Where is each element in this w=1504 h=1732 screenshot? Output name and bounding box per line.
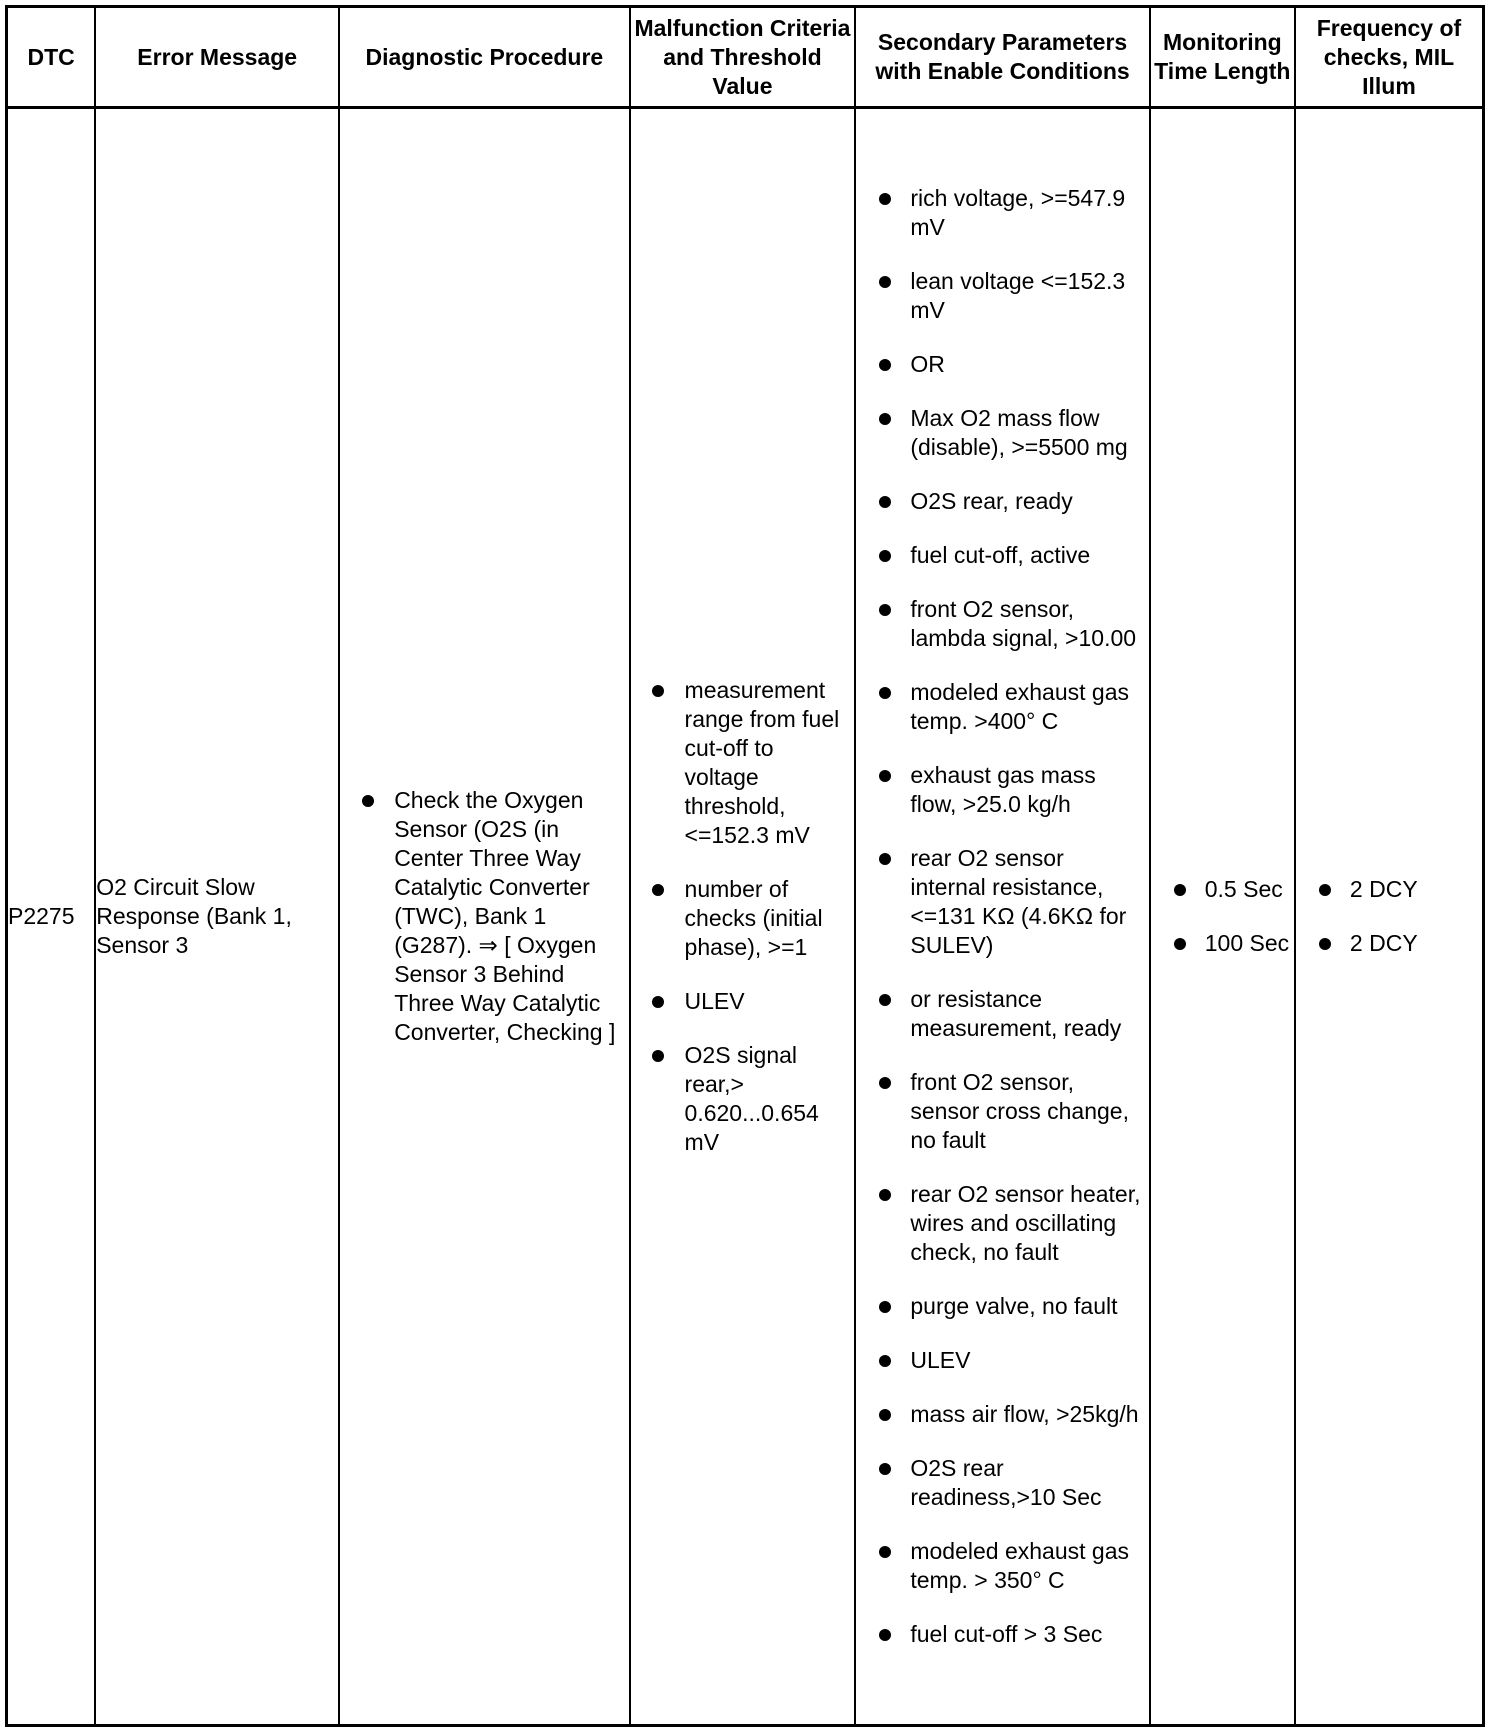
cell-diagnostic-procedure xyxy=(339,108,629,1726)
list-item xyxy=(856,985,1148,1043)
list-item xyxy=(631,875,855,962)
bullet-icon xyxy=(879,276,891,288)
cell-frequency xyxy=(1295,108,1484,1726)
cell-malfunction-criteria xyxy=(630,108,856,1726)
list-item xyxy=(631,987,855,1016)
cell-dtc: P2275 xyxy=(7,108,96,1726)
list-item xyxy=(1151,929,1294,958)
bullet-icon xyxy=(879,496,891,508)
list-item-text: number of checks (initial phase), >=1 xyxy=(684,876,823,960)
monitoring-time-list xyxy=(1151,875,1294,958)
list-item-text: ULEV xyxy=(910,1347,971,1373)
list-item xyxy=(856,1068,1148,1155)
list-item-text: O2S rear readiness,>10 Sec xyxy=(910,1455,1102,1510)
list-item-text: fuel cut-off > 3 Sec xyxy=(910,1621,1103,1647)
malfunction-criteria-list xyxy=(631,676,855,1157)
list-item-text: mass air flow, >25kg/h xyxy=(910,1401,1139,1427)
list-item-text: front O2 sensor, lambda signal, >10.00 xyxy=(910,596,1137,651)
cell-secondary-parameters xyxy=(855,108,1149,1726)
list-item xyxy=(856,1454,1148,1512)
list-item xyxy=(856,487,1148,516)
bullet-icon xyxy=(879,853,891,865)
bullet-icon xyxy=(879,359,891,371)
bullet-icon xyxy=(879,1546,891,1558)
list-item xyxy=(856,678,1148,736)
header-error-message: Error Message xyxy=(95,7,339,108)
bullet-icon xyxy=(879,770,891,782)
header-row xyxy=(7,7,1484,108)
bullet-icon xyxy=(879,413,891,425)
list-item-text: O2S signal rear,> 0.620...0.654 mV xyxy=(684,1042,819,1155)
list-item-text: front O2 sensor, sensor cross change, no fault xyxy=(910,1069,1129,1153)
bullet-icon xyxy=(879,1629,891,1641)
list-item xyxy=(856,350,1148,379)
list-item-text: measurement range from fuel cut-off to voltage threshold, <=152.3 mV xyxy=(684,677,840,848)
bullet-icon xyxy=(362,795,374,807)
bullet-icon xyxy=(879,1301,891,1313)
list-item xyxy=(1151,875,1294,904)
list-item-text: or resistance measurement, ready xyxy=(910,986,1122,1041)
bullet-icon xyxy=(879,1463,891,1475)
list-item xyxy=(856,404,1148,462)
list-item-text: modeled exhaust gas temp. >400° C xyxy=(910,679,1130,734)
list-item-text: ULEV xyxy=(684,988,745,1014)
list-item xyxy=(1296,875,1482,904)
list-item-text: rear O2 sensor internal resistance, <=131 KΩ (4.6KΩ for SULEV) xyxy=(910,845,1127,958)
bullet-icon xyxy=(1319,884,1331,896)
list-item-text: Check the Oxygen Sensor (O2S (in Center Three Way Catalytic Converter (TWC), Bank 1 (G287). ⇒ [ Oxygen Sensor 3 Behind Three Way Catalytic Converter, Checking ] xyxy=(394,787,616,1045)
bullet-icon xyxy=(879,994,891,1006)
diagnostic-procedure-list xyxy=(340,786,628,1047)
list-item-text: exhaust gas mass flow, >25.0 kg/h xyxy=(910,762,1096,817)
list-item-text: Max O2 mass flow (disable), >=5500 mg xyxy=(910,405,1128,460)
list-item-text: 2 DCY xyxy=(1349,930,1418,956)
bullet-icon xyxy=(652,685,664,697)
list-item xyxy=(856,844,1148,960)
list-item xyxy=(856,1292,1148,1321)
header-diagnostic-procedure: Diagnostic Procedure xyxy=(339,7,629,108)
header-malfunction-criteria: Malfunction Criteria and Threshold Value xyxy=(630,7,856,108)
bullet-icon xyxy=(1174,884,1186,896)
list-item-text: lean voltage <=152.3 mV xyxy=(910,268,1126,323)
bullet-icon xyxy=(1319,938,1331,950)
list-item xyxy=(856,267,1148,325)
header-frequency: Frequency of checks, MIL Illum xyxy=(1295,7,1484,108)
list-item-text: modeled exhaust gas temp. > 350° C xyxy=(910,1538,1130,1593)
list-item xyxy=(1296,929,1482,958)
list-item-text: 100 Sec xyxy=(1204,930,1290,956)
list-item xyxy=(856,1180,1148,1267)
header-dtc: DTC xyxy=(7,7,96,108)
bullet-icon xyxy=(879,1409,891,1421)
cell-monitoring-time xyxy=(1150,108,1295,1726)
header-secondary-parameters: Secondary Parameters with Enable Conditions xyxy=(855,7,1149,108)
bullet-icon xyxy=(879,1077,891,1089)
list-item-text: rear O2 sensor heater, wires and oscillating check, no fault xyxy=(910,1181,1141,1265)
frequency-list xyxy=(1296,875,1482,958)
list-item xyxy=(856,1346,1148,1375)
list-item-text: OR xyxy=(910,351,945,377)
header-monitoring-time: Monitoring Time Length xyxy=(1150,7,1295,108)
list-item xyxy=(856,595,1148,653)
bullet-icon xyxy=(879,687,891,699)
list-item xyxy=(856,1620,1148,1649)
table-row xyxy=(7,108,1484,1726)
dtc-table xyxy=(5,5,1485,1727)
list-item xyxy=(856,184,1148,242)
bullet-icon xyxy=(879,604,891,616)
list-item-text: purge valve, no fault xyxy=(910,1293,1118,1319)
list-item-text: 0.5 Sec xyxy=(1204,876,1283,902)
list-item xyxy=(856,761,1148,819)
list-item-text: O2S rear, ready xyxy=(910,488,1073,514)
bullet-icon xyxy=(652,884,664,896)
list-item-text: 2 DCY xyxy=(1349,876,1418,902)
list-item xyxy=(856,1537,1148,1595)
list-item-text: fuel cut-off, active xyxy=(910,542,1091,568)
bullet-icon xyxy=(879,193,891,205)
cell-error-message: O2 Circuit Slow Response (Bank 1, Sensor 3 xyxy=(95,108,339,1726)
bullet-icon xyxy=(879,550,891,562)
list-item xyxy=(631,1041,855,1157)
list-item xyxy=(856,541,1148,570)
bullet-icon xyxy=(879,1355,891,1367)
secondary-parameters-list xyxy=(856,184,1148,1649)
bullet-icon xyxy=(652,1050,664,1062)
list-item-text: rich voltage, >=547.9 mV xyxy=(910,185,1126,240)
bullet-icon xyxy=(1174,938,1186,950)
list-item xyxy=(631,676,855,850)
bullet-icon xyxy=(879,1189,891,1201)
bullet-icon xyxy=(652,996,664,1008)
list-item xyxy=(340,786,628,1047)
list-item xyxy=(856,1400,1148,1429)
